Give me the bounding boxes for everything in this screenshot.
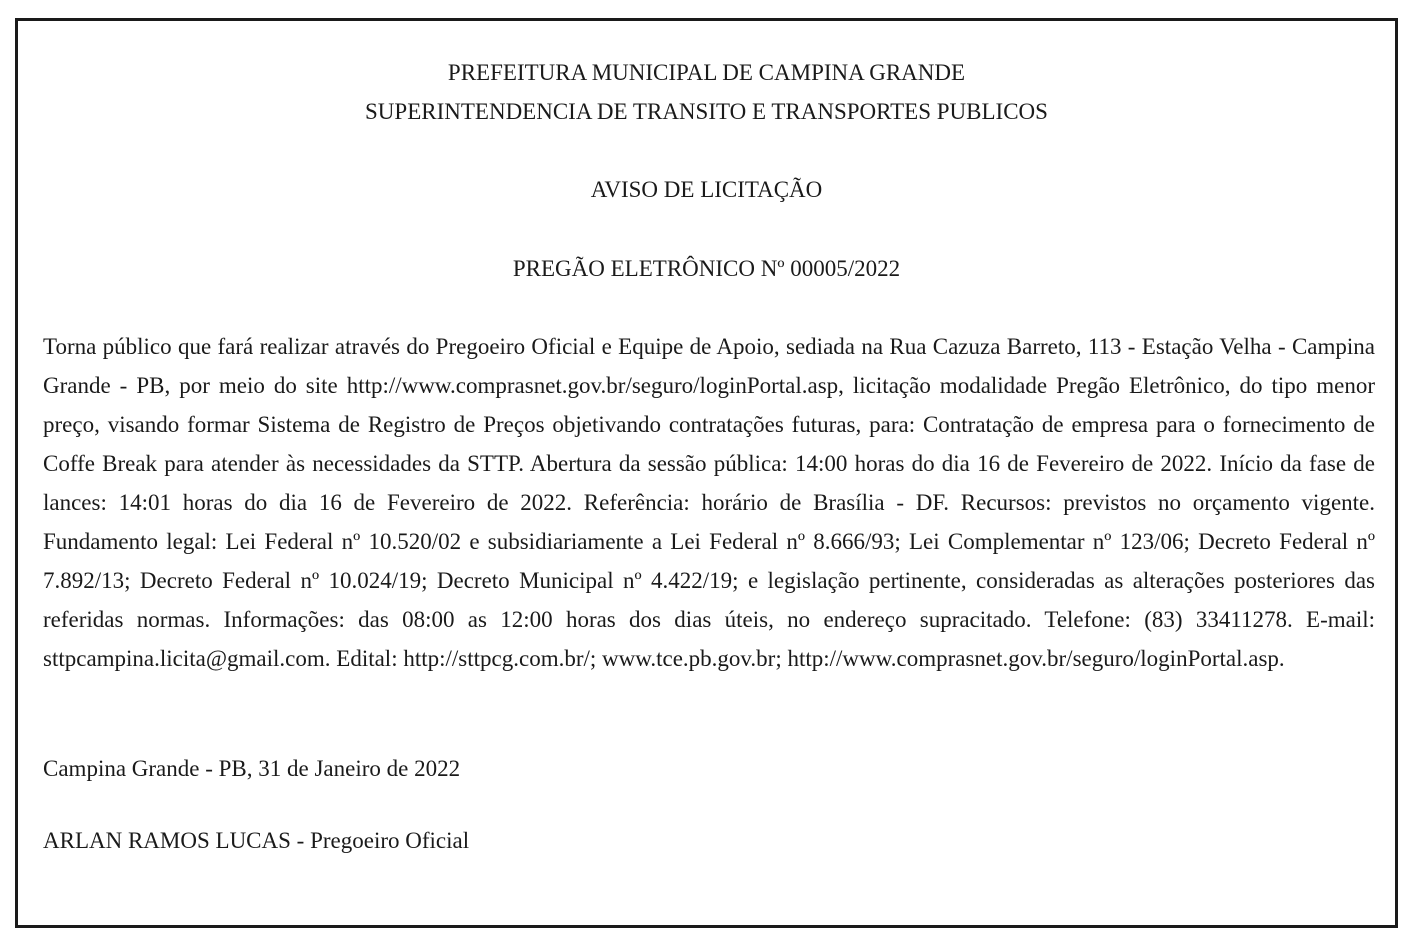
- notice-frame: [15, 18, 1398, 928]
- signature: ARLAN RAMOS LUCAS - Pregoeiro Oficial: [43, 828, 470, 853]
- notice-title: AVISO DE LICITAÇÃO: [590, 177, 823, 202]
- place-date: Campina Grande - PB, 31 de Janeiro de 2022: [43, 756, 461, 781]
- notice-subtitle: PREGÃO ELETRÔNICO Nº 00005/2022: [512, 256, 901, 281]
- notice-body: Torna público que fará realizar através do Pregoeiro Oficial e Equipe de Apoio, sediada na Rua Cazuza Barreto, 113 - Estação Velha - Campina Grande - PB, por meio do site http://www.comprasnet.gov.br/seguro/loginPortal.asp, licitação modalidade Pregão Eletrônico, do tipo menor preço, visando formar Sistema de Registro de Preços objetivando contratações futuras, para: Contratação de empresa para o fornecimento de Coffe Break para atender às necessidades da STTP. Abertura da sessão pública: 14:00 horas do dia 16 de Fevereiro de 2022. Início da fase de lances: 14:01 horas do dia 16 de Fevereiro de 2022. Referência: horário de Brasília - DF. Recursos: previstos no orçamento vigente. Fundamento legal: Lei Federal nº 10.520/02 e subsidiariamente a Lei Federal nº 8.666/93; Lei Complementar nº 123/06; Decreto Federal nº 7.892/13; Decreto Federal nº 10.024/19; Decreto Municipal nº 4.422/19; e legislação pertinente, consideradas as alterações posteriores das referidas normas. Informações: das 08:00 as 12:00 horas dos dias úteis, no endereço supracitado. Telefone: (83) 33411278. E-mail: sttpcampina.licita@gmail.com. Edital: http://sttpcg.com.br/; www.tce.pb.gov.br; http://www.comprasnet.gov.br/seguro/loginPortal.asp.: [43, 334, 1375, 671]
- header-municipality: PREFEITURA MUNICIPAL DE CAMPINA GRANDE: [447, 60, 966, 85]
- header-agency: SUPERINTENDENCIA DE TRANSITO E TRANSPORTES PUBLICOS: [365, 99, 1048, 124]
